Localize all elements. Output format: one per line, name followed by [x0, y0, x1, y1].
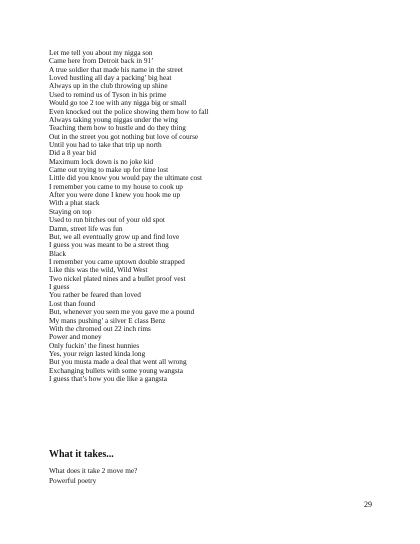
- poem-line: Like this was the wild, Wild West: [49, 265, 148, 275]
- section-body: [49, 466, 137, 486]
- poem-line: After you were done I knew you hook me up: [49, 190, 181, 200]
- poem-line: Even knocked out the police showing them how to fall: [49, 106, 209, 116]
- page-number: 29: [364, 500, 372, 509]
- poem-line: Until you had to take that trip up north: [49, 139, 162, 149]
- poem-line: Did a 8 year bid: [49, 148, 97, 158]
- poem-line: I guess you was meant to be a street thug: [49, 240, 169, 250]
- poem-line: Out in the street you got nothing but love of course: [49, 131, 199, 141]
- poem-line: Used to remind us of Tyson in his prime: [49, 89, 167, 99]
- poem-line: Teaching them how to hustle and do they thing: [49, 123, 186, 133]
- poem-line: Always up in the club throwing up shine: [49, 81, 168, 91]
- poem-line: Black: [49, 248, 67, 258]
- poem-line: Came out trying to make up for time lost: [49, 165, 169, 175]
- poem-line: Let me tell you about my nigga son: [49, 48, 153, 57]
- poem-line: But you musta made a deal that went all wrong: [49, 357, 187, 367]
- poem-line: But, whenever you seen me you gave me a pound: [49, 307, 195, 317]
- poem-line: Lost than found: [49, 298, 96, 308]
- poem-line: Power and money: [49, 332, 102, 342]
- poem-line: I remember you came uptown double strapped: [49, 256, 185, 266]
- section-heading: What it takes...: [49, 449, 114, 460]
- poem-line: Maximum lock down is no joke kid: [49, 156, 154, 166]
- poem-line: With the chromed out 22 inch rims: [49, 323, 151, 333]
- poem-line: Always taking young niggas under the wing: [49, 114, 178, 124]
- poem-line: Little did you know you would pay the ultimate cost: [49, 173, 203, 183]
- poem-line: I guess: [49, 282, 70, 292]
- poem-line: Two nickel plated nines and a bullet proof vest: [49, 273, 186, 283]
- section-line: Powerful poetry: [49, 476, 97, 485]
- poem-line: You rather be feared than loved: [49, 290, 141, 300]
- poem-line: Damn, street life was fun: [49, 223, 123, 233]
- section-line: What does it take 2 move me?: [49, 466, 138, 475]
- poem-line: With a phat stack: [49, 198, 100, 208]
- poem-body: [49, 49, 389, 383]
- poem-line: A true soldier that made his name in the street: [49, 64, 183, 74]
- poem-line: Used to run bitches out of your old spot: [49, 215, 165, 225]
- poem-line: Only fuckin’ the finest hunnies: [49, 340, 140, 350]
- poem-line: Staying on top: [49, 206, 92, 216]
- poem-line: But, we all eventually grow up and find love: [49, 231, 180, 241]
- poem-line: Loved hustling all day a packing’ big heat: [49, 73, 172, 83]
- poem-line: Exchanging bullets with some young wangsta: [49, 365, 183, 375]
- poem-line: Would go toe 2 toe with any nigga big or small: [49, 98, 187, 108]
- poem-line: I remember you came to my house to cook up: [49, 181, 183, 191]
- poem-line: Came here from Detroit back in 91’: [49, 56, 154, 66]
- poem-line: My mans pushing’ a silver E class Benz: [49, 315, 166, 325]
- poem-line: Yes, your reign lasted kinda long: [49, 348, 146, 358]
- poem-line: I guess that’s how you die like a gangsta: [49, 374, 167, 384]
